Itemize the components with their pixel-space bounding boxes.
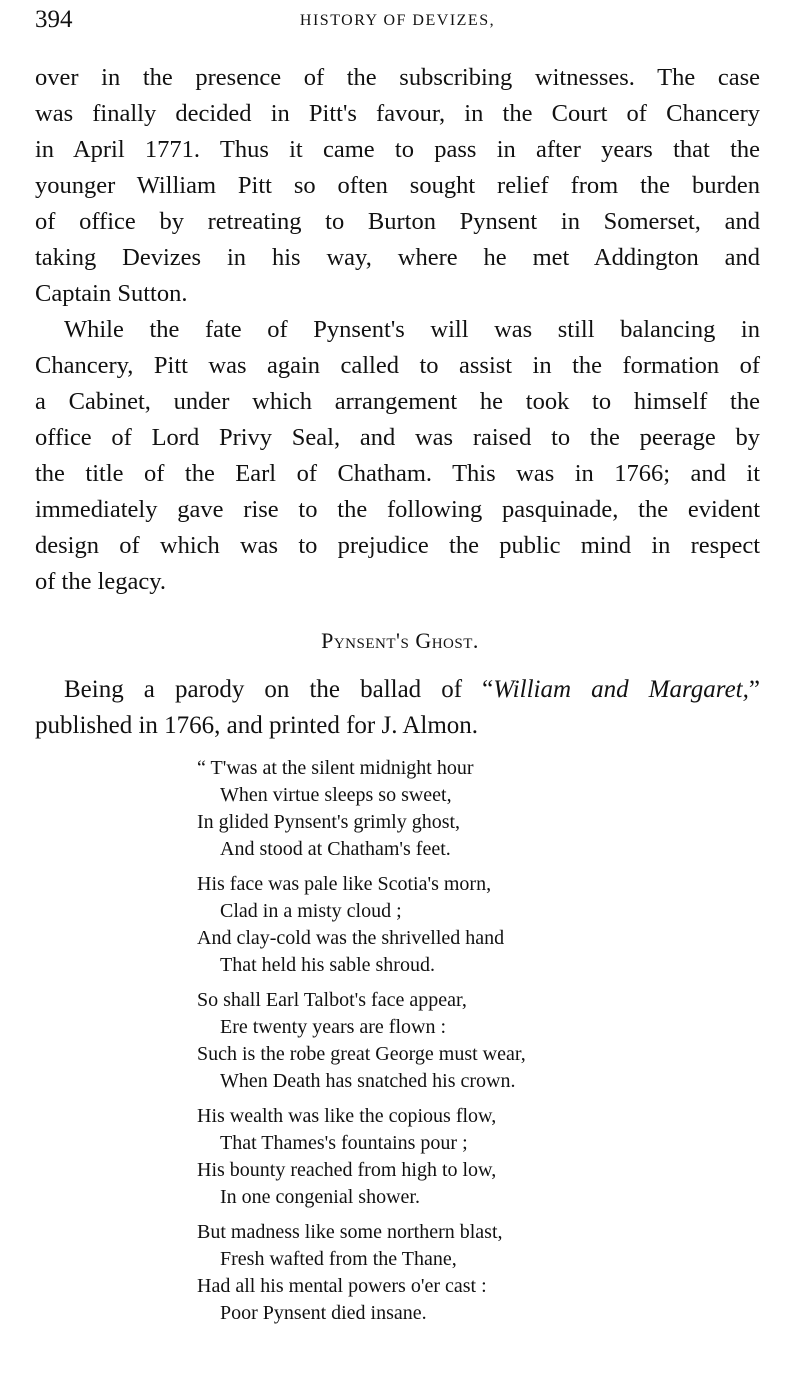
verse-line: That held his sable shroud.: [220, 954, 435, 976]
running-title: HISTORY OF DEVIZES,: [299, 12, 496, 29]
verse-line: When Death has snatched his crown.: [220, 1070, 516, 1092]
verse-line: “ T'was at the silent midnight hour: [197, 757, 474, 779]
verse-line: And clay-cold was the shrivelled hand: [197, 927, 505, 949]
text-line: of office by retreating to Burton Pynsent in Somerset, and: [35, 208, 760, 235]
verse-line: Clad in a misty cloud ;: [220, 900, 402, 922]
verse-line: Ere twenty years are flown :: [220, 1016, 447, 1038]
verse-line: Had all his mental powers o'er cast :: [197, 1275, 487, 1297]
verse-line: In glided Pynsent's grimly ghost,: [197, 811, 461, 833]
verse-line: Fresh wafted from the Thane,: [220, 1248, 457, 1270]
intro-line: [35, 672, 760, 708]
page-header: [35, 6, 760, 36]
stanza: [197, 755, 526, 863]
intro-line: published in 1766, and printed for J. Almon.: [35, 712, 479, 739]
intro-text: Being a parody on the ballad of “: [64, 676, 494, 703]
intro-paragraph: [35, 672, 760, 744]
text-line: taking Devizes in his way, where he met Addington and: [35, 244, 760, 271]
verse-line: So shall Earl Talbot's face appear,: [197, 989, 467, 1011]
text-line: in April 1771. Thus it came to pass in after years that the: [35, 136, 760, 163]
verse-line: His bounty reached from high to low,: [197, 1159, 497, 1181]
text-line: office of Lord Privy Seal, and was raised to the peerage by: [35, 424, 760, 451]
text-line: a Cabinet, under which arrangement he took to himself the: [35, 388, 760, 415]
page-number: 394: [35, 6, 73, 33]
verse-line: That Thames's fountains pour ;: [220, 1132, 468, 1154]
paragraph: [35, 312, 760, 600]
verse-line: Poor Pynsent died insane.: [220, 1302, 427, 1324]
verse-line: Such is the robe great George must wear,: [197, 1043, 526, 1065]
text-line: was finally decided in Pitt's favour, in the Court of Chancery: [35, 100, 760, 127]
text-line: Captain Sutton.: [35, 280, 188, 307]
section-heading: Pynsent's Ghost.: [321, 628, 479, 653]
verse-line: But madness like some northern blast,: [197, 1221, 503, 1243]
text-line: over in the presence of the subscribing witnesses. The case: [35, 64, 760, 91]
poem: [197, 755, 526, 1335]
text-line: of the legacy.: [35, 568, 167, 595]
paragraph: [35, 60, 760, 312]
verse-line: And stood at Chatham's feet.: [220, 838, 451, 860]
intro-text: ”: [748, 676, 760, 703]
stanza: [197, 1219, 526, 1327]
stanza: [197, 1103, 526, 1211]
verse-line: His face was pale like Scotia's morn,: [197, 873, 492, 895]
stanza: [197, 987, 526, 1095]
text-line: younger William Pitt so often sought relief from the burden: [35, 172, 760, 199]
stanza: [197, 871, 526, 979]
text-line: immediately gave rise to the following pasquinade, the evident: [35, 496, 760, 523]
body-text: [35, 60, 760, 600]
text-line: design of which was to prejudice the public mind in respect: [35, 532, 760, 559]
verse-line: In one congenial shower.: [220, 1186, 420, 1208]
text-line: While the fate of Pynsent's will was still balancing in: [64, 316, 760, 343]
ballad-title: William and Margaret,: [493, 676, 749, 703]
text-line: Chancery, Pitt was again called to assist in the formation of: [35, 352, 760, 379]
text-line: the title of the Earl of Chatham. This was in 1766; and it: [35, 460, 760, 487]
verse-line: When virtue sleeps so sweet,: [220, 784, 452, 806]
verse-line: His wealth was like the copious flow,: [197, 1105, 497, 1127]
